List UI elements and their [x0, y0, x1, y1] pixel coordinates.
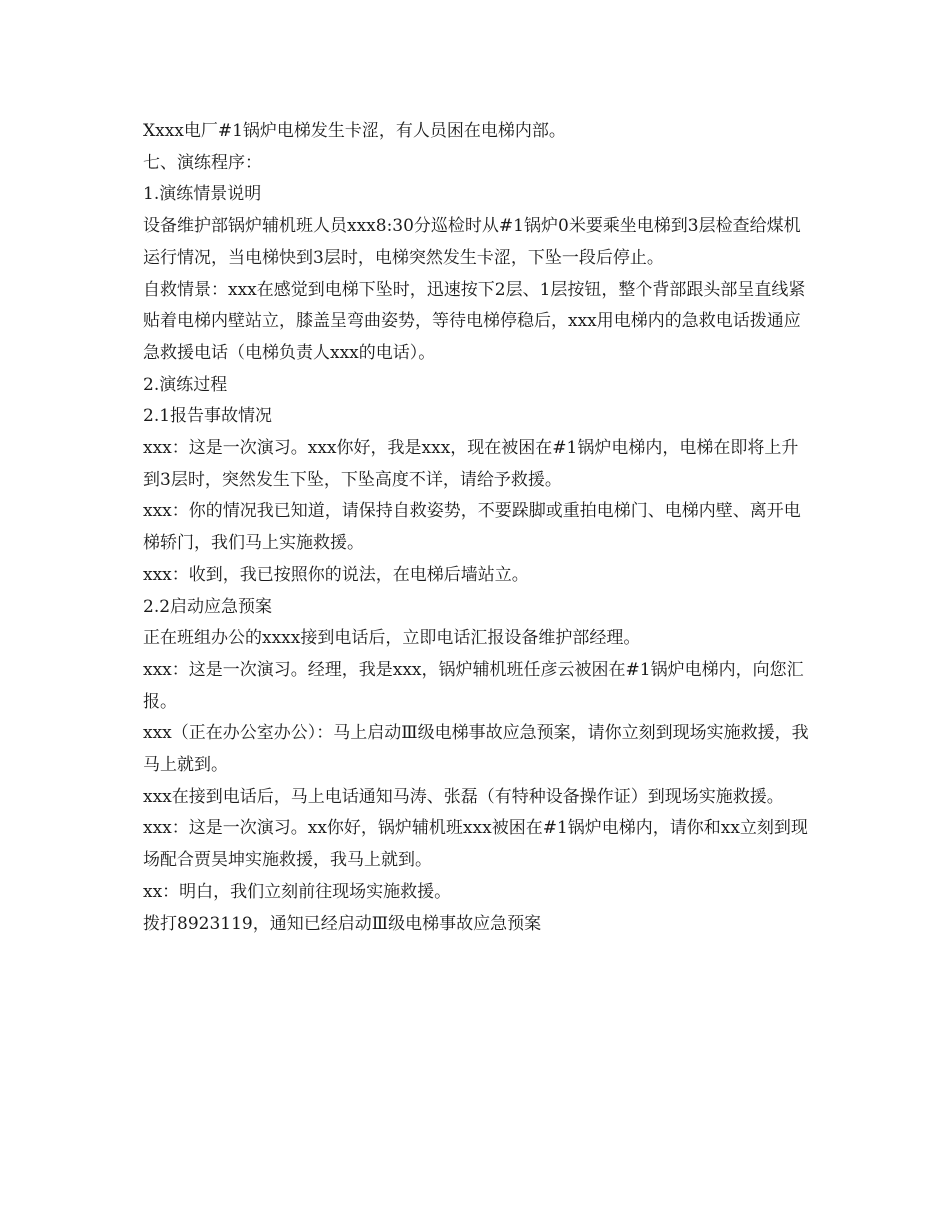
paragraph-incident-summary: Xxxx电厂#1锅炉电梯发生卡涩，有人员困在电梯内部。: [143, 121, 566, 141]
paragraph-report-to-manager: 正在班组办公的xxxx接到电话后，立即电话汇报设备维护部经理。: [143, 628, 641, 649]
subheading-report-accident: 2.1报告事故情况: [143, 406, 273, 427]
dialogue-line: xxx：收到，我已按照你的说法，在电梯后墙站立。: [143, 564, 529, 585]
subheading-scenario-description: 1.演练情景说明: [143, 184, 262, 205]
dialogue-line: xx：明白，我们立刻前往现场实施救援。: [143, 881, 452, 902]
paragraph-self-rescue: 自救情景：xxx在感觉到电梯下坠时，迅速按下2层、1层按钮，整个背部跟头部呈直线紧贴着电梯内壁站立，膝盖呈弯曲姿势，等待电梯停稳后，xxx用电梯内的急救电话拨通应急救援电话（电梯负责人xxx的电话）。: [143, 279, 806, 363]
section-heading-drill-procedure: 七、演练程序：: [143, 152, 262, 173]
paragraph-scenario-detail: 设备维护部锅炉辅机班人员xxx8:30分巡检时从#1锅炉0米要乘坐电梯到3层检查给煤机运行情况，当电梯快到3层时，电梯突然发生卡涩，下坠一段后停止。: [143, 216, 801, 268]
paragraph-call-notification: 拨打8923119，通知已经启动Ⅲ级电梯事故应急预案: [143, 913, 542, 934]
dialogue-line: xxx（正在办公室办公）：马上启动Ⅲ级电梯事故应急预案，请你立刻到现场实施救援，我马上就到。: [143, 723, 809, 776]
dialogue-line: xxx：这是一次演习。经理，我是xxx，锅炉辅机班任彦云被困在#1锅炉电梯内，向您汇报。: [143, 659, 804, 712]
subheading-drill-process: 2.演练过程: [143, 374, 228, 395]
dialogue-line: xxx：这是一次演习。xx你好，锅炉辅机班xxx被困在#1锅炉电梯内，请你和xx立刻到现场配合贾昊坤实施救援，我马上就到。: [143, 818, 808, 871]
dialogue-line: xxx：你的情况我已知道，请保持自救姿势，不要跺脚或重拍电梯门、电梯内壁、离开电梯轿门，我们马上实施救援。: [143, 501, 801, 554]
dialogue-line: xxx：这是一次演习。xxx你好，我是xxx，现在被困在#1锅炉电梯内，电梯在即将上升到3层时，突然发生下坠，下坠高度不详，请给予救援。: [143, 438, 799, 490]
paragraph-notify-rescuers: xxx在接到电话后，马上电话通知马涛、张磊（有特种设备操作证）到现场实施救援。: [143, 786, 784, 807]
document-body: [143, 116, 815, 940]
subheading-start-emergency-plan: 2.2启动应急预案: [143, 596, 273, 617]
